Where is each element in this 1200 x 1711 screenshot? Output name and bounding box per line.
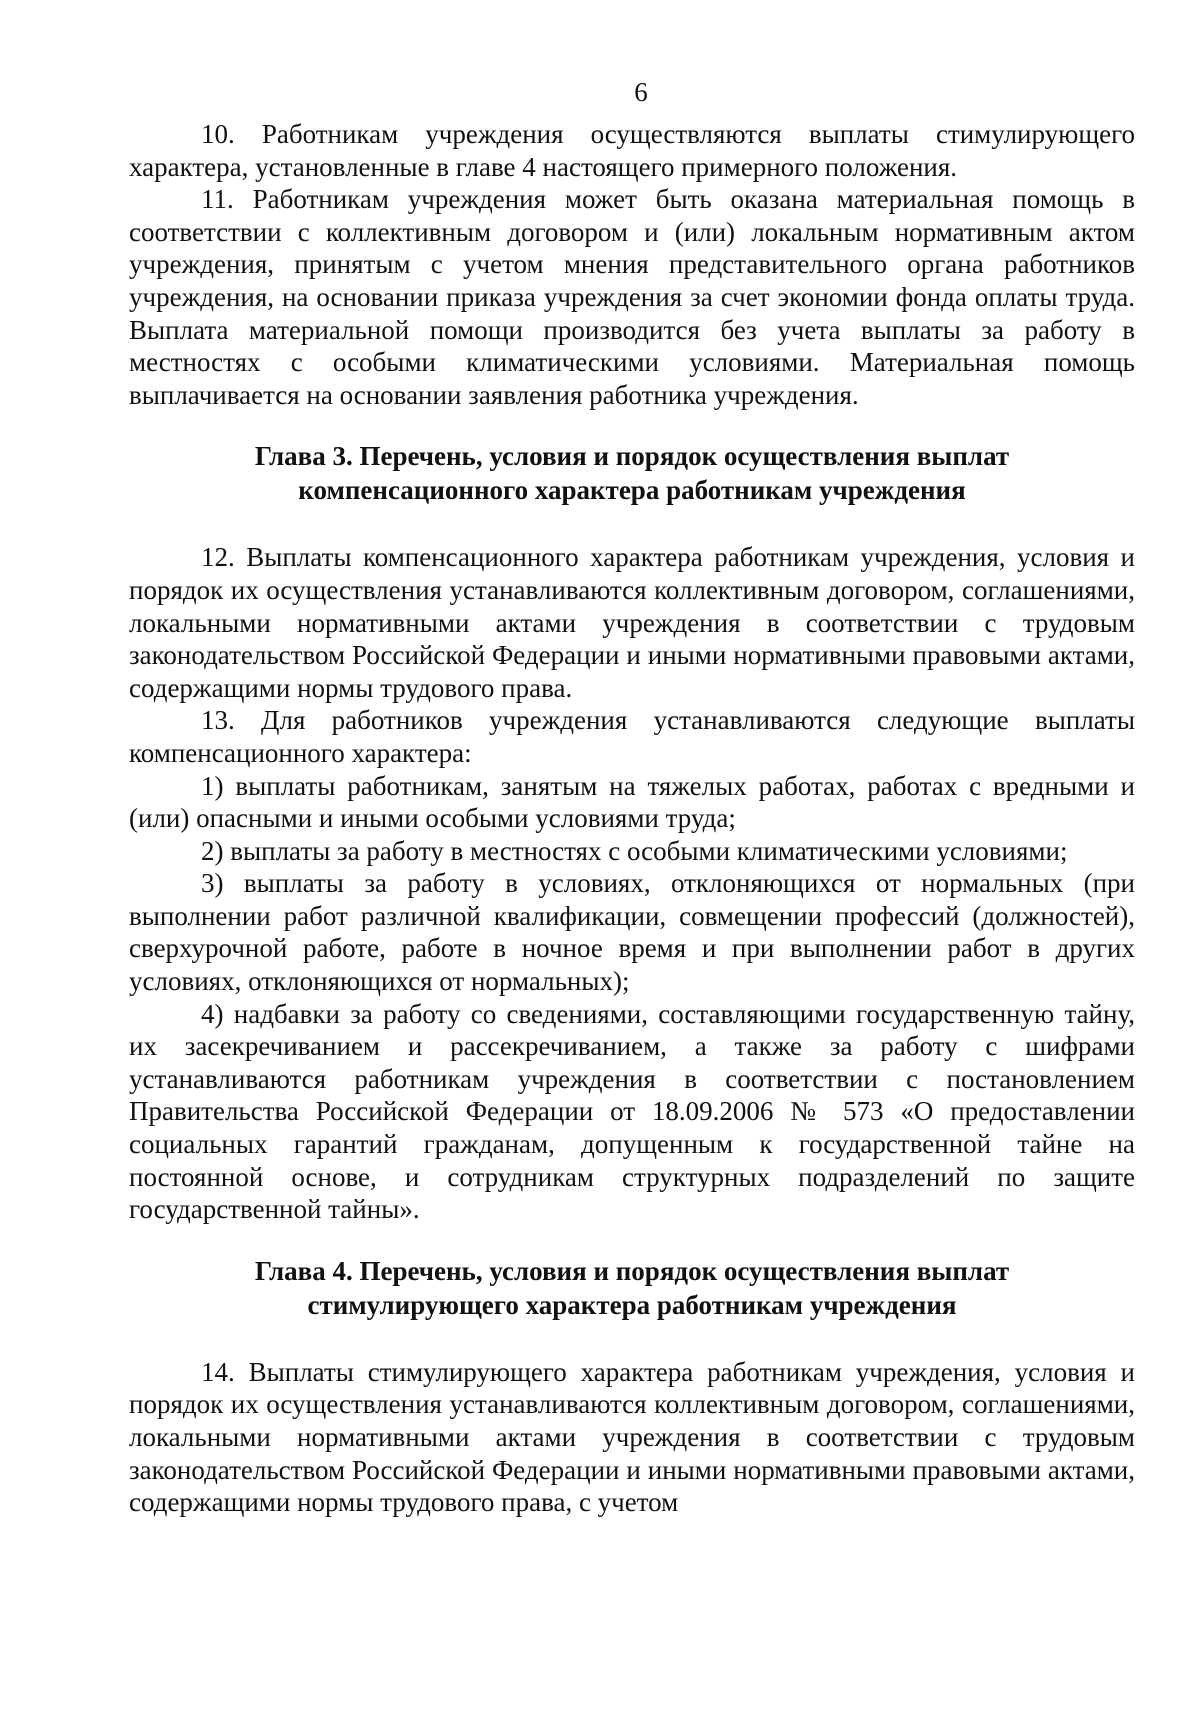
- paragraph-12: 12. Выплаты компенсационного характера работникам учреждения, условия и порядок их осуществления устанавливаются коллективным договором, соглашениями, локальными нормативными актами учреждения в соответствии с трудовым законодательством Российской Федерации и иными нормативными правовыми актами, содержащими нормы трудового права.: [129, 542, 1135, 703]
- chapter-4-title: Глава 4. Перечень, условия и порядок осуществления выплат стимулирующего характера работникам учреждения: [254, 1255, 1010, 1320]
- chapter-3-title: Глава 3. Перечень, условия и порядок осуществления выплат компенсационного характера работникам учреждения: [254, 441, 1010, 506]
- document-page: [129, 76, 1135, 1519]
- page-number: 6: [634, 77, 648, 107]
- paragraph-14: 14. Выплаты стимулирующего характера работникам учреждения, условия и порядок их осуществления устанавливаются коллективным договором, соглашениями, локальными нормативными актами учреждения в соответствии с трудовым законодательством Российской Федерации и иными нормативными правовыми актами, содержащими нормы трудового права, с учетом: [129, 1356, 1135, 1518]
- spacer: [129, 411, 1135, 439]
- spacer: [129, 507, 1135, 541]
- list-item-3: 3) выплаты за работу в условиях, отклоняющихся от нормальных (при выполнении работ различной квалификации, совмещении профессий (должностей), сверхурочной работе, работе в ночное время и при выполнении работ в других условиях, отклоняющихся от нормальных);: [129, 868, 1135, 997]
- spacer: [129, 1226, 1135, 1254]
- list-item-1: 1) выплаты работникам, занятым на тяжелых работах, работах с вредными и (или) опасными и иными особыми условиями труда;: [129, 770, 1135, 834]
- list-item-4: 4) надбавки за работу со сведениями, составляющими государственную тайну, их засекречиванием и рассекречиванием, а также за работу с шифрами устанавливаются работникам учреждения в соответствии с постановлением Правительства Российской Федерации от 18.09.2006 № 573 «О предоставлении социальных гарантий гражданам, допущенным к государственной тайне на постоянной основе, и сотрудникам структурных подразделений по защите государственной тайны».: [129, 998, 1135, 1225]
- paragraph-10: 10. Работникам учреждения осуществляются выплаты стимулирующего характера, установленные в главе 4 настоящего примерного положения.: [129, 119, 1135, 182]
- list-item-2: 2) выплаты за работу в местностях с особыми климатическими условиями;: [201, 835, 1068, 866]
- spacer: [129, 1322, 1135, 1356]
- paragraph-11: 11. Работникам учреждения может быть оказана материальная помощь в соответствии с коллективным договором и (или) локальным нормативным актом учреждения, принятым с учетом мнения представительного органа работников учреждения, на основании приказа учреждения за счет экономии фонда оплаты труда. Выплата материальной помощи производится без учета выплаты за работу в местностях с особыми климатическими условиями. Материальная помощь выплачивается на основании заявления работника учреждения.: [129, 184, 1135, 410]
- paragraph-13: 13. Для работников учреждения устанавливаются следующие выплаты компенсационного характера:: [129, 705, 1135, 768]
